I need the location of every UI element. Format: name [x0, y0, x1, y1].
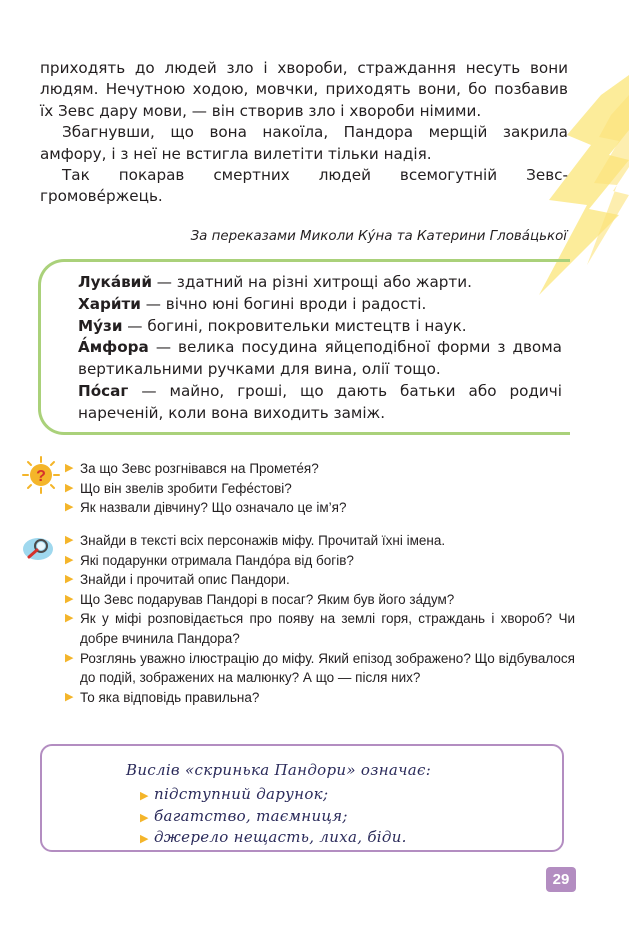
bullet-arrow-icon: ▶ — [65, 481, 74, 494]
story-paragraph: приходять до людей зло і хвороби, страждання несуть вони людям. Нечутною ходою, мовчки, приходять вони, бо позбавив їх Зевс дару мови, — він створив зло і хвороби німими. — [40, 59, 568, 120]
bullet-arrow-icon: ▶ — [65, 573, 74, 586]
quote-options — [140, 784, 407, 849]
list-item: ▶ Як назвали дівчину? Що означало це ім’я? — [65, 498, 575, 518]
quote-title: Вислів «скринька Пандори» означає: — [126, 761, 432, 779]
list-item: ▶ підступний дарунок; — [140, 784, 407, 806]
list-item: ▶ Розглянь уважно ілюстрацію до міфу. Який епізод зображено? Що відбувалося до подій, зображених на малюнку? А що — після них? — [65, 650, 575, 686]
glossary-term: По́саг — [78, 381, 129, 400]
glossary-term: А́мфора — [78, 338, 149, 357]
story-paragraph: Так покарав смертних людей всемогутній Зевс- — [62, 166, 568, 185]
bullet-arrow-icon: ▶ — [140, 832, 149, 845]
glossary-item — [78, 294, 562, 316]
bullet-arrow-icon: ▶ — [140, 789, 149, 802]
list-item: ▶ Знайди в тексті всіх персонажів міфу. Прочитай їхні імена. — [65, 531, 575, 551]
bullet-arrow-icon: ▶ — [65, 501, 74, 514]
page-number: 29 — [546, 867, 576, 892]
glossary-item — [40, 381, 562, 425]
list-item: ▶ Які подарунки отримала Пандо́ра від богів? — [65, 551, 575, 571]
glossary-definition: — велика посудина яйцеподібної форми з двома вертикальними ручками для вина, олії тощо. — [78, 338, 562, 379]
questions-list-1 — [65, 459, 575, 518]
glossary-term: Му́зи — [78, 316, 123, 335]
quote-box — [40, 744, 564, 852]
glossary-item — [78, 272, 562, 294]
glossary-term: Хари́ти — [78, 294, 141, 313]
bullet-arrow-icon: ▶ — [65, 534, 74, 546]
story-paragraph: громове́ржець. — [40, 187, 163, 206]
bullet-arrow-icon: ▶ — [65, 690, 74, 703]
bullet-arrow-icon: ▶ — [65, 651, 74, 664]
glossary-item — [78, 316, 562, 338]
list-item: ▶ Знайди і прочитай опис Пандори. — [65, 570, 575, 590]
list-item: ▶ джерело нещасть, лиха, біди. — [140, 827, 407, 849]
bullet-arrow-icon: ▶ — [65, 612, 74, 625]
question-mark-icon — [19, 455, 63, 495]
story-source: За переказами Миколи Ку́на та Катерини Глова́цької — [190, 229, 567, 244]
magnifier-icon — [21, 533, 59, 563]
glossary-box — [38, 259, 583, 435]
list-item: ▶ Як у міфі розповідається про появу на землі горя, страждань і хвороб? Чи добре вчинила Пандора? — [65, 611, 575, 646]
bullet-arrow-icon: ▶ — [65, 592, 74, 605]
glossary-definition: — майно, гроші, що дають батьки або родичі нареченій, коли вона виходить заміж. — [78, 381, 562, 422]
glossary-item — [40, 337, 562, 381]
glossary-definition: — вічно юні богині вроди і радості. — [140, 294, 427, 313]
bullet-arrow-icon: ▶ — [65, 462, 74, 474]
list-item: ▶ За що Зевс розгнівався на Промете́я? — [65, 459, 575, 479]
svg-text:?: ? — [36, 468, 46, 485]
questions-list-2 — [65, 531, 575, 707]
list-item: ▶ Що він звелів зробити Гефе́стові? — [65, 479, 575, 499]
glossary-definition: — богині, покровительки мистецтв і наук. — [122, 316, 467, 335]
glossary-definition: — здатний на різні хитрощі або жарти. — [151, 273, 472, 291]
bullet-arrow-icon: ▶ — [140, 810, 149, 824]
bullet-arrow-icon: ▶ — [65, 553, 74, 566]
list-item: ▶ То яка відповідь правильна? — [65, 688, 575, 708]
list-item: ▶ Що Зевс подарував Пандорі в посаг? Яким був його за́дум? — [65, 590, 575, 610]
story-paragraph: Збагнувши, що вона накоїла, Пандора мерщій закрила амфору, і з неї не встигла вилетіти тільки надія. — [40, 123, 568, 163]
story-text — [40, 58, 568, 208]
glossary-term: Лука́вий — [78, 273, 152, 291]
list-item: ▶ багатство, таємниця; — [140, 806, 407, 828]
